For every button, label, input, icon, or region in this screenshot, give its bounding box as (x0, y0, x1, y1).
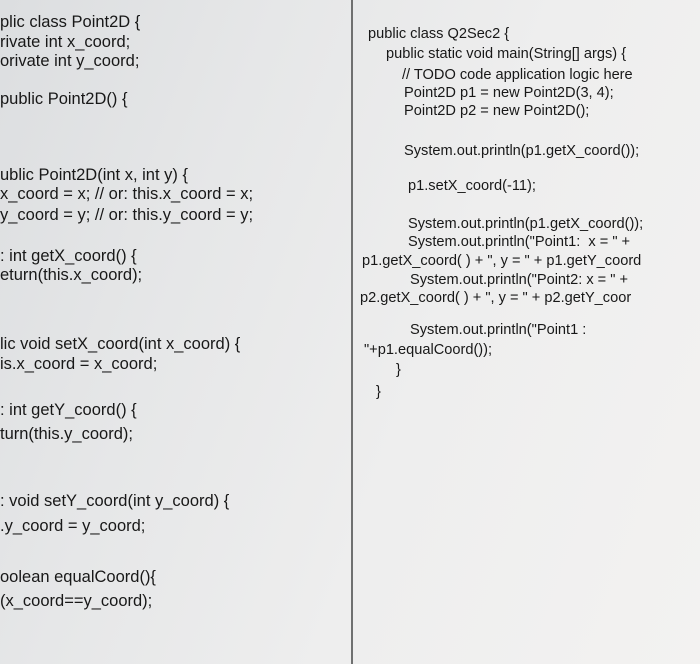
code-line: p1.setX_coord(-11); (408, 178, 536, 194)
code-line: public Point2D() { (0, 90, 128, 108)
code-line: System.out.println(p1.getX_coord()); (404, 143, 640, 159)
code-line: Point2D p1 = new Point2D(3, 4); (404, 85, 614, 101)
code-line: eturn(this.x_coord); (0, 266, 143, 284)
code-line: is.x_coord = x_coord; (0, 355, 158, 373)
code-line: y_coord = y; // or: this.y_coord = y; (0, 206, 254, 224)
code-line: p1.getX_coord( ) + ", y = " + p1.getY_coord (362, 253, 642, 269)
q2sec2-class-column (354, 0, 700, 664)
code-line: System.out.println("Point1: x = " + (408, 234, 631, 250)
code-line: } (376, 384, 381, 400)
code-line: // TODO code application logic here (402, 67, 633, 83)
column-divider (351, 0, 353, 664)
code-line: x_coord = x; // or: this.x_coord = x; (0, 185, 254, 203)
code-line: rivate int x_coord; (0, 33, 131, 51)
code-line: ublic Point2D(int x, int y) { (0, 166, 188, 184)
code-line: (x_coord==y_coord); (0, 592, 153, 610)
code-line: } (396, 362, 401, 378)
code-line: : int getY_coord() { (0, 401, 137, 419)
code-line: : void setY_coord(int y_coord) { (0, 492, 230, 510)
code-line: .y_coord = y_coord; (0, 517, 146, 535)
code-line: public class Q2Sec2 { (368, 26, 510, 42)
code-line: System.out.println("Point2: x = " + (410, 272, 629, 288)
code-line: p2.getX_coord( ) + ", y = " + p2.getY_coor (360, 290, 632, 306)
code-line: plic class Point2D { (0, 13, 141, 31)
code-line: System.out.println("Point1 : (410, 322, 587, 338)
code-line: Point2D p2 = new Point2D(); (404, 103, 590, 119)
code-line: turn(this.y_coord); (0, 425, 133, 443)
code-line: public static void main(String[] args) { (386, 46, 627, 62)
code-line: : int getX_coord() { (0, 247, 137, 265)
code-line: oolean equalCoord(){ (0, 568, 156, 586)
code-line: System.out.println(p1.getX_coord()); (408, 216, 644, 232)
code-line: orivate int y_coord; (0, 52, 140, 70)
code-line: lic void setX_coord(int x_coord) { (0, 335, 241, 353)
code-line: "+p1.equalCoord()); (364, 342, 493, 358)
